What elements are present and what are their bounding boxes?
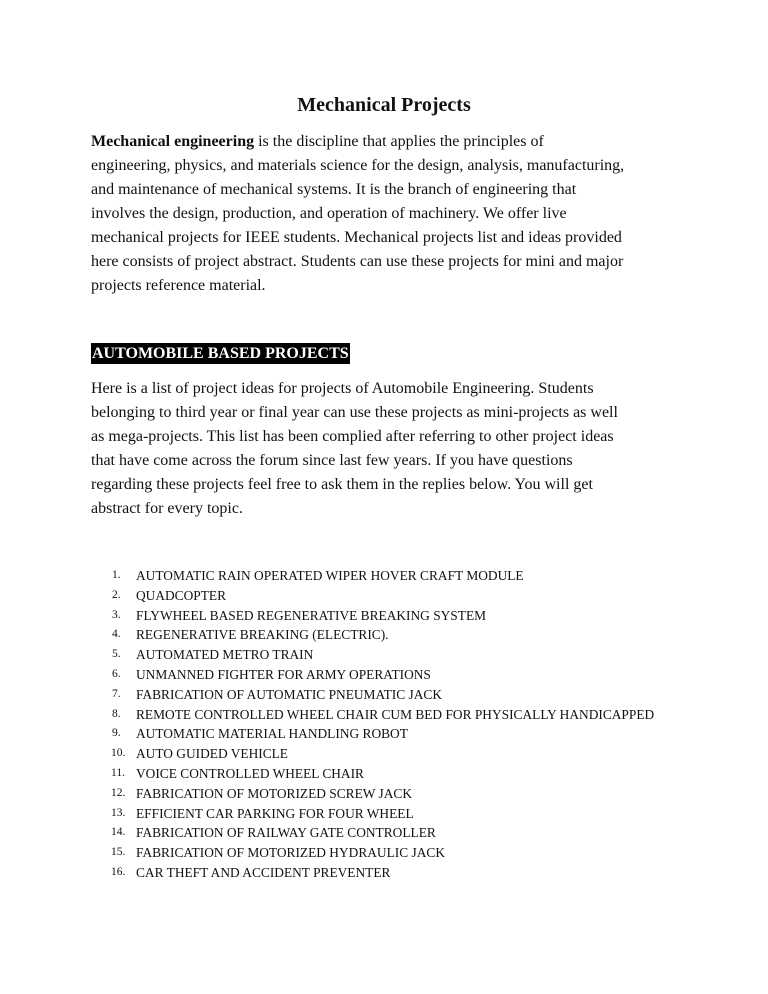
- list-number: 15.: [111, 846, 126, 859]
- list-item: [100, 823, 660, 843]
- intro-bold-lead: Mechanical engineering: [91, 133, 255, 150]
- intro-line: engineering, physics, and materials science for the design, analysis, manufacturing,: [91, 157, 625, 174]
- list-text: AUTO GUIDED VEHICLE: [136, 746, 288, 762]
- list-text: FABRICATION OF MOTORIZED HYDRAULIC JACK: [136, 845, 445, 861]
- intro-line: here consists of project abstract. Students can use these projects for mini and major: [91, 253, 624, 270]
- list-text: UNMANNED FIGHTER FOR ARMY OPERATIONS: [136, 666, 431, 682]
- list-number: 8.: [112, 707, 121, 720]
- list-text: FLYWHEEL BASED REGENERATIVE BREAKING SYSTEM: [136, 607, 487, 623]
- list-number: 5.: [112, 648, 121, 661]
- list-text: CAR THEFT AND ACCIDENT PREVENTER: [136, 864, 391, 880]
- list-item: [100, 645, 660, 665]
- list-item: [100, 744, 660, 764]
- section-line: as mega-projects. This list has been complied after referring to other project ideas: [91, 428, 614, 445]
- list-item: [100, 724, 660, 744]
- list-text: EFFICIENT CAR PARKING FOR FOUR WHEEL: [136, 805, 414, 821]
- list-item: [100, 863, 660, 883]
- list-number: 16.: [111, 865, 126, 878]
- section-heading: AUTOMOBILE BASED PROJECTS: [92, 345, 349, 362]
- section-line: Here is a list of project ideas for projects of Automobile Engineering. Students: [91, 380, 594, 397]
- intro-line: is the discipline that applies the principles of: [254, 133, 544, 150]
- intro-line: mechanical projects for IEEE students. Mechanical projects list and ideas provided: [91, 229, 622, 246]
- list-item: [100, 764, 660, 784]
- section-line: regarding these projects feel free to ask them in the replies below. You will get: [91, 476, 593, 493]
- list-number: 10.: [111, 747, 126, 760]
- list-item: [100, 625, 660, 645]
- list-number: 3.: [112, 608, 121, 621]
- list-text: AUTOMATIC MATERIAL HANDLING ROBOT: [136, 726, 408, 742]
- list-number: 6.: [112, 667, 121, 680]
- intro-paragraph: [91, 130, 691, 298]
- list-text: FABRICATION OF RAILWAY GATE CONTROLLER: [136, 825, 436, 841]
- list-number: 2.: [112, 588, 121, 601]
- project-list: [100, 566, 660, 883]
- list-number: 9.: [112, 727, 121, 740]
- list-item: [100, 685, 660, 705]
- list-number: 14.: [111, 826, 126, 839]
- list-text: FABRICATION OF MOTORIZED SCREW JACK: [136, 785, 413, 801]
- list-item: [100, 705, 660, 725]
- list-text: AUTOMATIC RAIN OPERATED WIPER HOVER CRAFT MODULE: [136, 568, 524, 583]
- list-text: REMOTE CONTROLLED WHEEL CHAIR CUM BED FOR PHYSICALLY HANDICAPPED: [136, 706, 655, 722]
- list-item: [100, 804, 660, 824]
- intro-line: projects reference material.: [91, 277, 266, 294]
- section-line: belonging to third year or final year can use these projects as mini-projects as well: [91, 404, 618, 421]
- list-number: 4.: [112, 628, 121, 641]
- intro-line: and maintenance of mechanical systems. It is the branch of engineering that: [91, 181, 577, 198]
- list-item: [100, 586, 660, 606]
- list-number: 1.: [112, 569, 121, 581]
- section-paragraph: [91, 377, 691, 521]
- list-item: [100, 784, 660, 804]
- page-title: Mechanical Projects: [297, 94, 471, 116]
- list-text: FABRICATION OF AUTOMATIC PNEUMATIC JACK: [136, 686, 443, 702]
- intro-line: involves the design, production, and operation of machinery. We offer live: [91, 205, 567, 222]
- list-text: QUADCOPTER: [136, 587, 227, 603]
- list-number: 12.: [111, 786, 126, 799]
- list-text: AUTOMATED METRO TRAIN: [136, 647, 314, 663]
- list-text: VOICE CONTROLLED WHEEL CHAIR: [136, 765, 364, 781]
- list-item: [100, 665, 660, 685]
- list-number: 11.: [111, 766, 125, 779]
- list-number: 13.: [111, 806, 126, 819]
- list-text: REGENERATIVE BREAKING (ELECTRIC).: [136, 627, 389, 643]
- list-item: [100, 566, 660, 586]
- section-line: that have come across the forum since last few years. If you have questions: [91, 452, 573, 469]
- section-line: abstract for every topic.: [91, 500, 243, 517]
- list-item: [100, 606, 660, 626]
- list-item: [100, 843, 660, 863]
- list-number: 7.: [112, 687, 121, 700]
